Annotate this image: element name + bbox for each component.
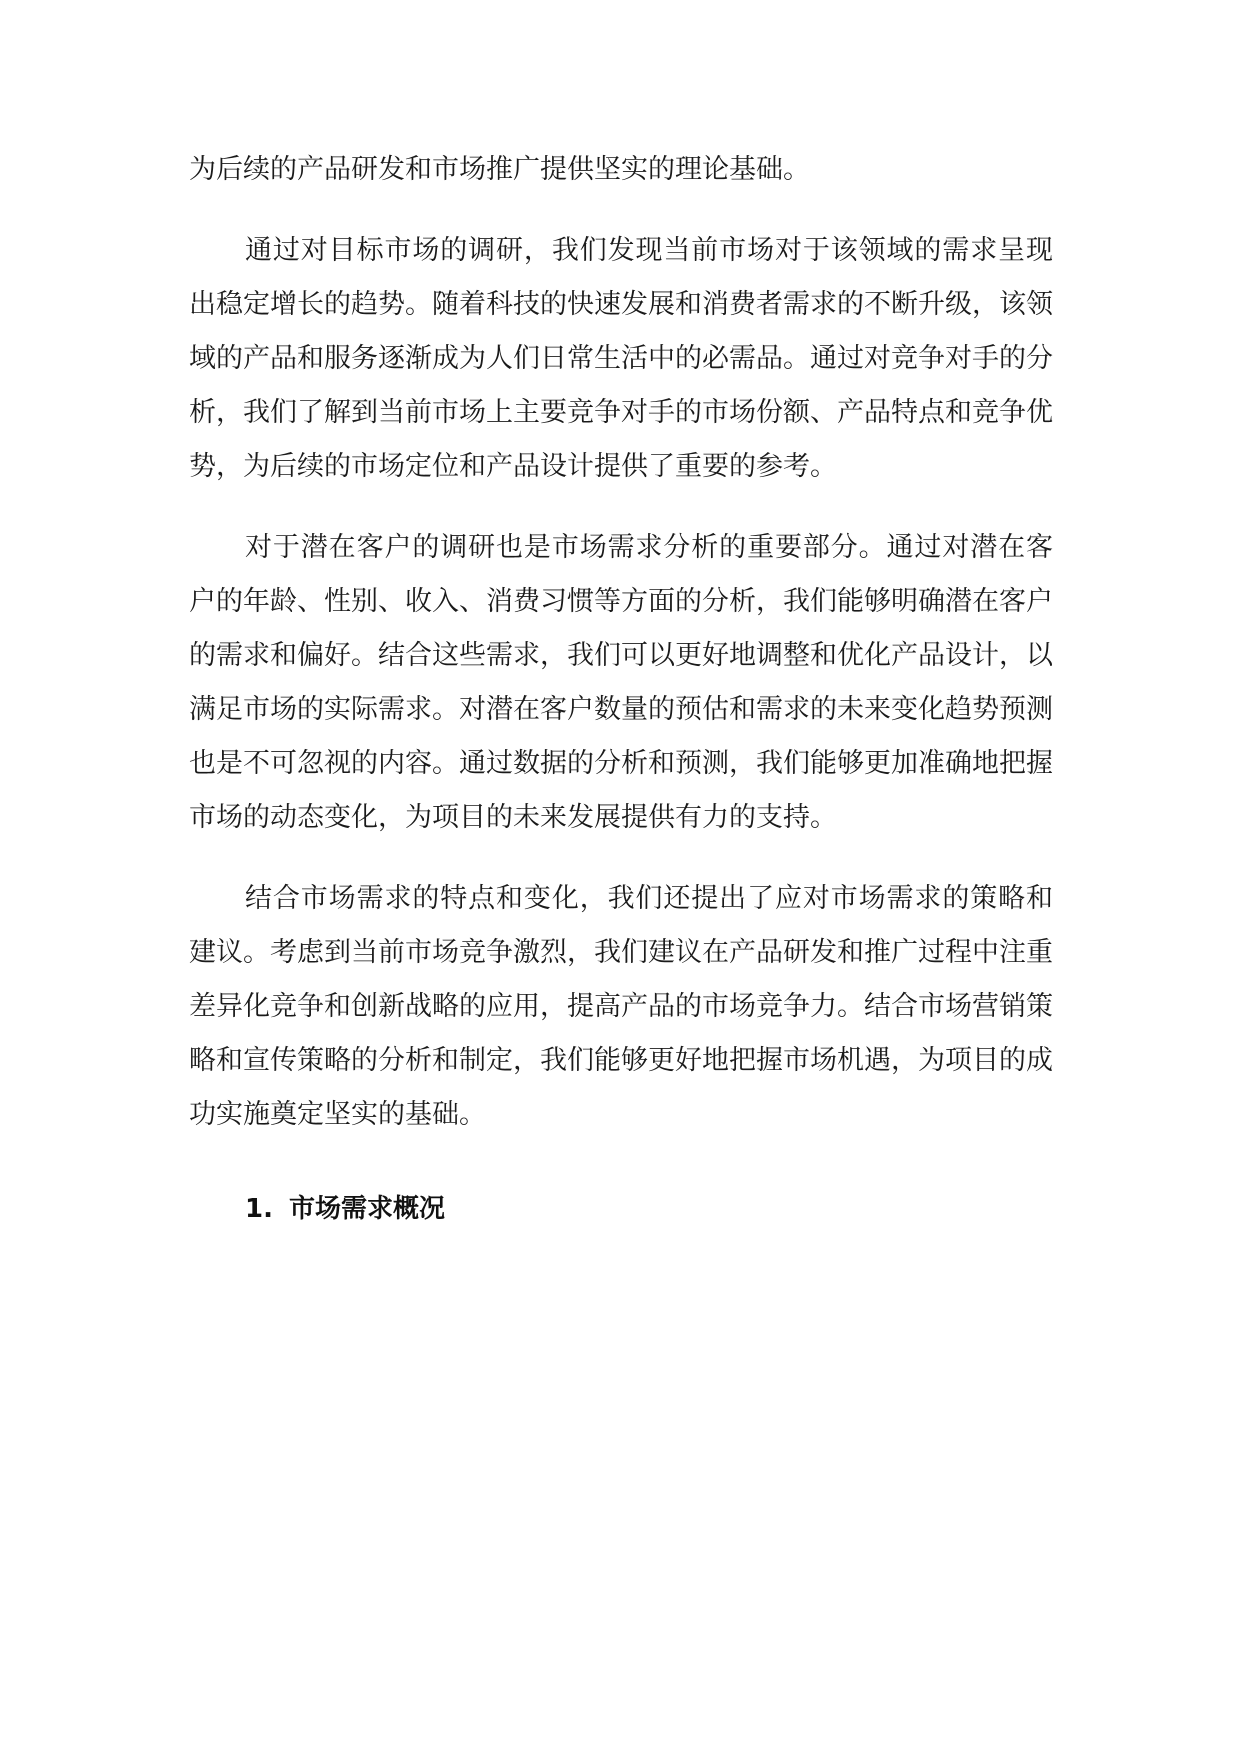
section-heading-title: 市场需求概况 [289, 1194, 446, 1224]
paragraph-strategy: 结合市场需求的特点和变化，我们还提出了应对市场需求的策略和建议。考虑到当前市场竞争激烈，我们建议在产品研发和推广过程中注重差异化竞争和创新战略的应用，提高产品的市场竞争力。结合市场营销策略和宣传策略的分析和制定，我们能够更好地把握市场机遇，为项目的成功实施奠定坚实的基础。 [189, 883, 1053, 1130]
section-heading [189, 1182, 1053, 1236]
document-body [189, 143, 1053, 1236]
paragraph-continuation: 为后续的产品研发和市场推广提供坚实的理论基础。 [189, 154, 810, 185]
paragraph-potential-customers: 对于潜在客户的调研也是市场需求分析的重要部分。通过对潜在客户的年龄、性别、收入、消费习惯等方面的分析，我们能够明确潜在客户的需求和偏好。结合这些需求，我们可以更好地调整和优化产品设计，以满足市场的实际需求。对潜在客户数量的预估和需求的未来变化趋势预测也是不可忽视的内容。通过数据的分析和预测，我们能够更加准确地把握市场的动态变化，为项目的未来发展提供有力的支持。 [189, 532, 1053, 833]
section-heading-number: 1. [245, 1194, 273, 1224]
paragraph-market-research: 通过对目标市场的调研，我们发现当前市场对于该领域的需求呈现出稳定增长的趋势。随着科技的快速发展和消费者需求的不断升级，该领域的产品和服务逐渐成为人们日常生活中的必需品。通过对竞争对手的分析，我们了解到当前市场上主要竞争对手的市场份额、产品特点和竞争优势，为后续的市场定位和产品设计提供了重要的参考。 [189, 235, 1053, 482]
